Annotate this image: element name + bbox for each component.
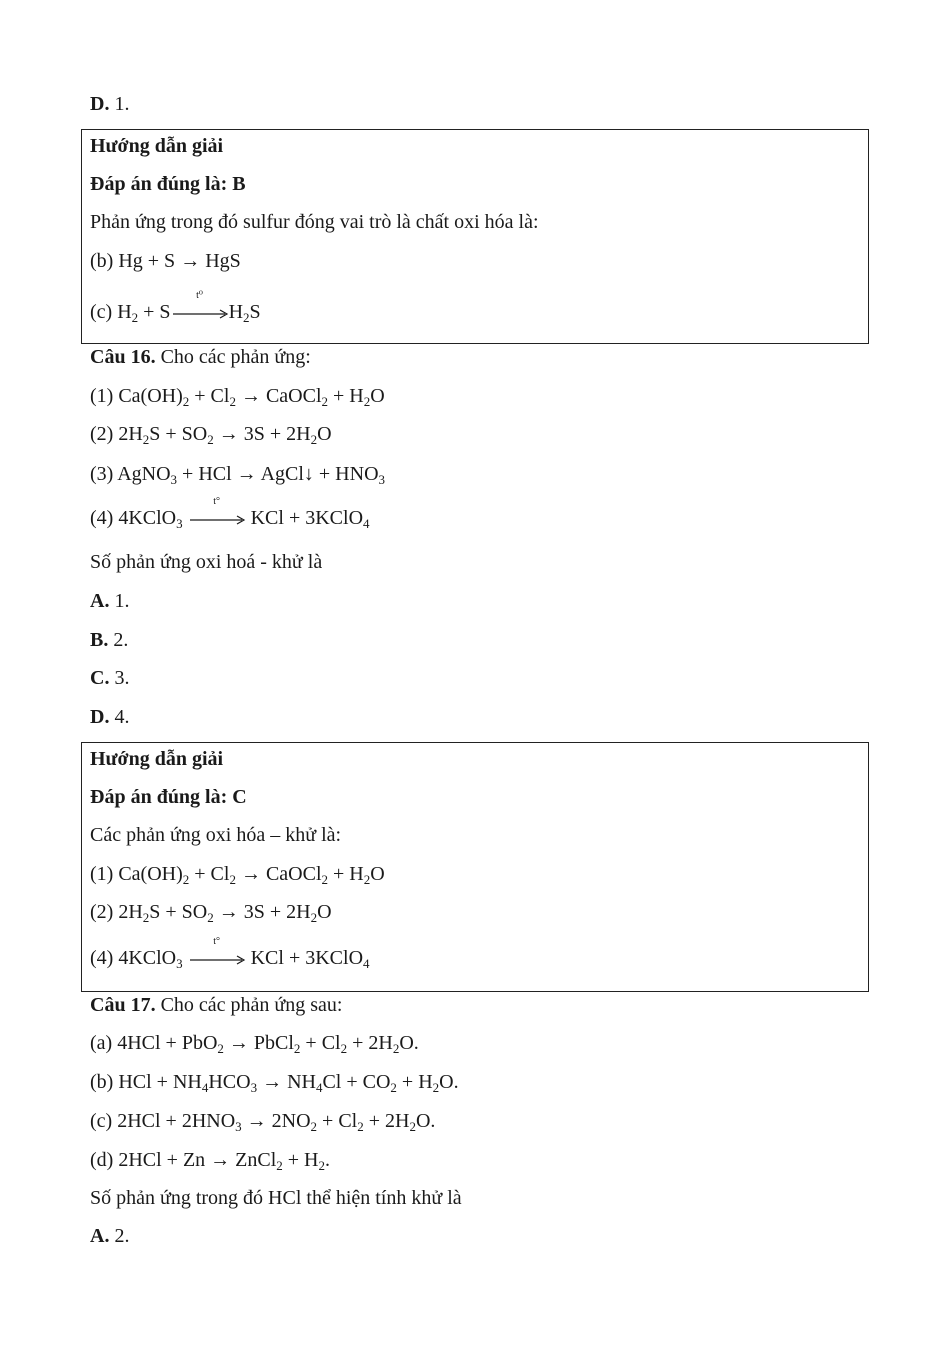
heat-arrow-icon: t° [188,949,246,969]
question-17-ask: Số phản ứng trong đó HCl thể hiện tính khử là [90,1187,462,1209]
equation-c: (c) $H_2 + S$ t⁰ $H_2S$ [90,290,261,325]
reaction-2: (2) $2H_2S + SO_2 \to 3S + 2H_2O$ [90,423,332,447]
heat-arrow-icon: t° [188,509,246,529]
heat-arrow-icon: t⁰ [171,303,229,323]
option-b: B. 2. [90,629,129,651]
reaction-b: (b) HCl + $NH_4HCO_3 \to NH_4Cl + CO_2 + H_2O$. [90,1071,459,1095]
reaction-3: (3) AgNO$_3$ + HCl → AgCl↓ + $HNO_3$ [90,463,386,487]
solution-intro: Phản ứng trong đó sulfur đóng vai trò là chất oxi hóa là: [90,211,539,233]
question-17-stem: Câu 17. Cho các phản ứng sau: [90,994,343,1016]
question-16-ask: Số phản ứng oxi hoá - khử là [90,551,323,573]
reaction-1: (1) $Ca(OH)_2 + Cl_2$ → CaOCl$_2$ + $H_2O$ [90,863,385,887]
question-16-stem: Câu 16. Cho các phản ứng: [90,346,311,368]
option-d: D. 1. [90,93,130,115]
reaction-2: (2) $2H_2S + SO_2 \to 3S + 2H_2O$ [90,901,332,925]
reaction-a: (a) 4HCl + PbO$_2$ → PbCl$_2$ + $Cl_2 + 2H_2O$. [90,1032,419,1056]
answer-line: Đáp án đúng là: B [90,173,246,195]
reaction-4: (4) 4KClO$_3$ t° KCl + 3KClO$_4$ [90,936,370,971]
reaction-1: (1) $Ca(OH)_2 + Cl_2$ → CaOCl$_2$ + $H_2O$ [90,385,385,409]
solution-title: Hướng dẫn giải [90,135,224,157]
answer-line: Đáp án đúng là: C [90,786,247,808]
reaction-c: (c) $2HCl + 2HNO_3 \to 2NO_2 + Cl_2 + 2H_2O$. [90,1110,436,1134]
option-d: D. 4. [90,706,130,728]
equation-b: (b) Hg + S → HgS [90,250,241,272]
reaction-4: (4) 4KClO$_3$ t° KCl + 3KClO$_4$ [90,496,370,531]
option-a: A. 2. [90,1225,130,1247]
reaction-d: (d) 2HCl + Zn → ZnCl$_2$ + $H_2$. [90,1149,331,1173]
solution-intro: Các phản ứng oxi hóa – khử là: [90,824,342,846]
option-c: C. 3. [90,667,130,689]
solution-title: Hướng dẫn giải [90,748,224,770]
option-a: A. 1. [90,590,130,612]
